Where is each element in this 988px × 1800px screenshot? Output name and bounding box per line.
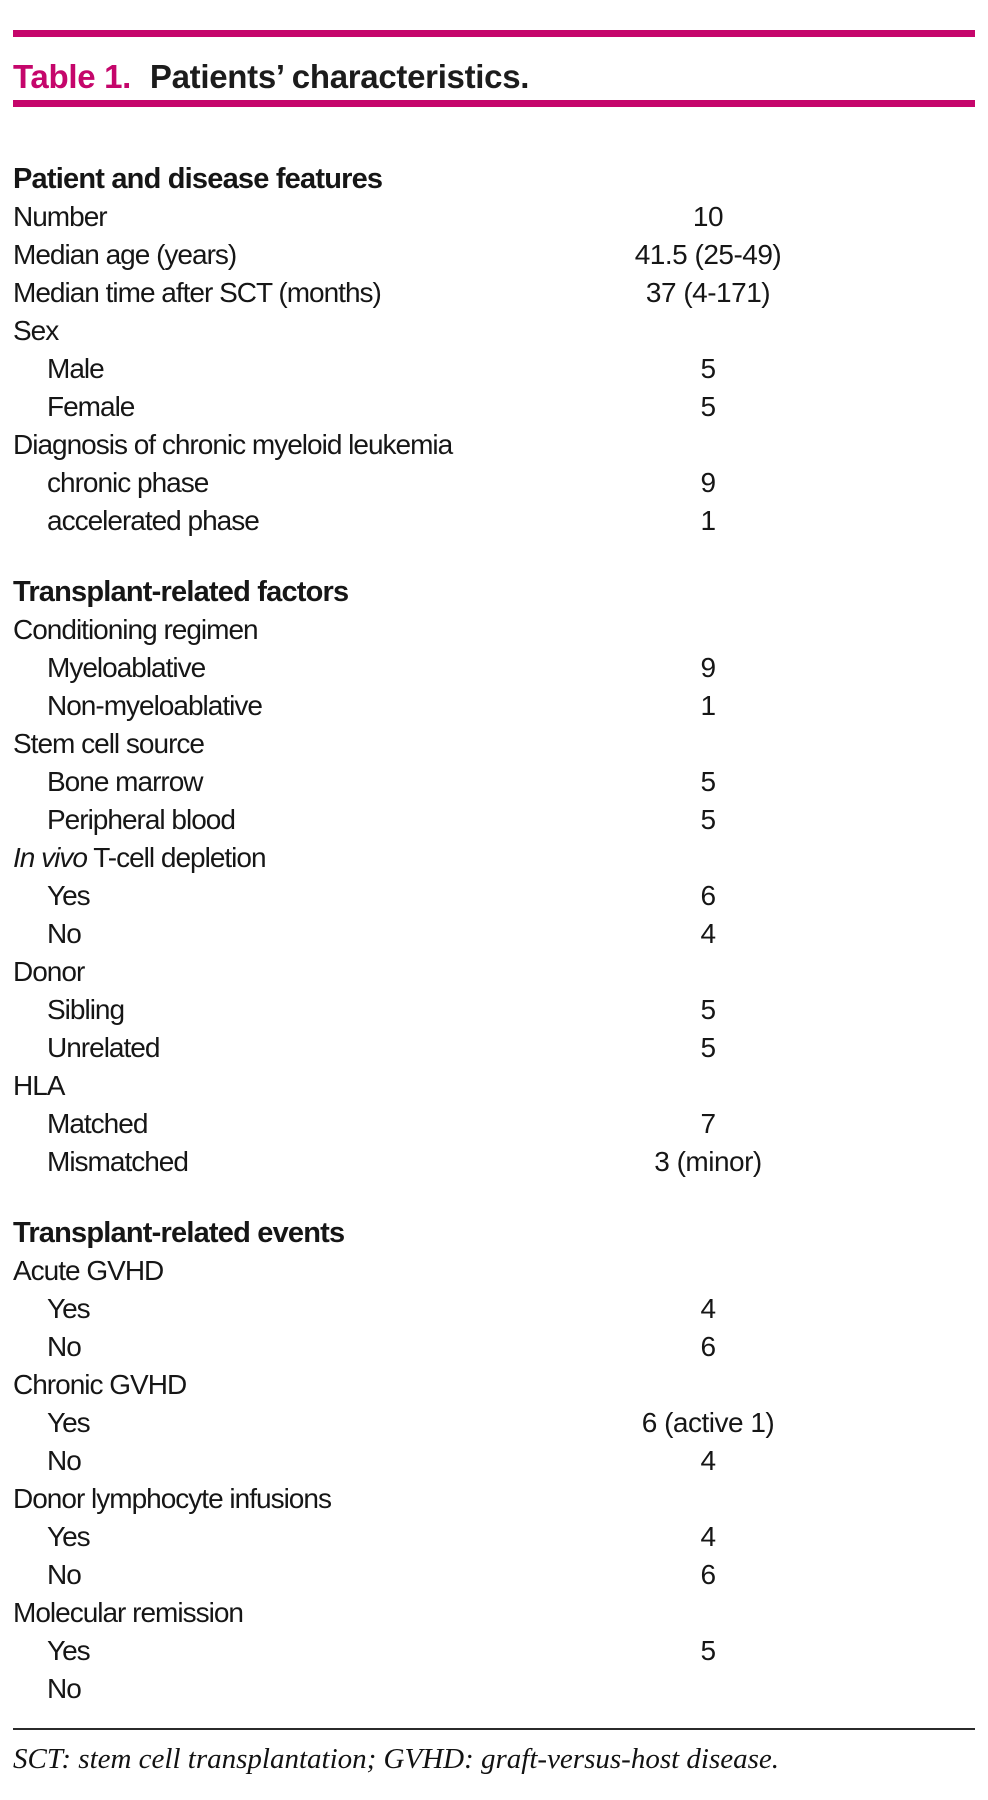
row-label: Bone marrow bbox=[47, 766, 203, 797]
row-label: No bbox=[47, 1673, 81, 1704]
row-label-part: In vivo bbox=[13, 842, 87, 873]
table-row bbox=[13, 687, 975, 725]
row-label: No bbox=[47, 1445, 81, 1476]
row-value: 4 bbox=[700, 918, 716, 949]
row-label: Male bbox=[47, 353, 104, 384]
row-label: Myeloablative bbox=[47, 652, 206, 683]
table-row bbox=[13, 502, 975, 540]
row-label: Yes bbox=[47, 1635, 90, 1666]
row-label: Diagnosis of chronic myeloid leukemia bbox=[13, 429, 453, 460]
row-value: 10 bbox=[692, 201, 724, 232]
table-row bbox=[13, 1556, 975, 1594]
table-row bbox=[13, 725, 975, 763]
row-label: No bbox=[47, 1331, 81, 1362]
row-label: No bbox=[47, 918, 81, 949]
table-row bbox=[13, 649, 975, 687]
row-label: Stem cell source bbox=[13, 728, 204, 759]
row-value: 5 bbox=[700, 1635, 716, 1666]
row-value: 6 (active 1) bbox=[641, 1407, 775, 1438]
table-row bbox=[13, 1143, 975, 1181]
row-label: Non-myeloablative bbox=[47, 690, 262, 721]
row-label: Donor bbox=[13, 956, 85, 987]
table-row bbox=[13, 1105, 975, 1143]
table-row bbox=[13, 350, 975, 388]
row-label: Yes bbox=[47, 1293, 90, 1324]
table-row bbox=[13, 426, 975, 464]
table-row bbox=[13, 312, 975, 350]
row-label: Unrelated bbox=[47, 1032, 160, 1063]
row-label: Acute GVHD bbox=[13, 1255, 164, 1286]
table-row bbox=[13, 611, 975, 649]
table-row bbox=[13, 1067, 975, 1105]
table-row bbox=[13, 991, 975, 1029]
table-title-number: Table 1. bbox=[13, 58, 132, 95]
row-label: Sex bbox=[13, 315, 59, 346]
row-label: Sibling bbox=[47, 994, 125, 1025]
row-value: 6 bbox=[700, 880, 716, 911]
table-row bbox=[13, 1480, 975, 1518]
table-row bbox=[13, 763, 975, 801]
table-section bbox=[13, 160, 975, 540]
table-row bbox=[13, 1594, 975, 1632]
row-label: accelerated phase bbox=[47, 505, 259, 536]
table-row bbox=[13, 1404, 975, 1442]
table-row bbox=[13, 839, 975, 877]
row-label: HLA bbox=[13, 1070, 65, 1101]
footnote-divider bbox=[13, 1728, 975, 1730]
table-row bbox=[13, 274, 975, 312]
table-section bbox=[13, 1214, 975, 1708]
row-value: 1 bbox=[700, 505, 716, 536]
row-value: 6 bbox=[700, 1559, 716, 1590]
table-row bbox=[13, 1029, 975, 1067]
row-label: Yes bbox=[47, 1407, 90, 1438]
row-label: Matched bbox=[47, 1108, 148, 1139]
table-row bbox=[13, 1518, 975, 1556]
top-accent-rule bbox=[13, 30, 975, 37]
row-label: Median time after SCT (months) bbox=[13, 277, 381, 308]
row-label: Molecular remission bbox=[13, 1597, 243, 1628]
row-label: Median age (years) bbox=[13, 239, 237, 270]
row-value: 4 bbox=[700, 1521, 716, 1552]
row-label: Donor lymphocyte infusions bbox=[13, 1483, 331, 1514]
table-body bbox=[13, 160, 975, 1708]
title-bottom-accent-rule bbox=[13, 100, 975, 107]
table-title bbox=[13, 54, 975, 100]
table-row bbox=[13, 877, 975, 915]
table-row bbox=[13, 801, 975, 839]
row-label: Mismatched bbox=[47, 1146, 188, 1177]
table-title-text: Patients’ characteristics. bbox=[149, 58, 530, 95]
table-row bbox=[13, 1290, 975, 1328]
table-row bbox=[13, 1366, 975, 1404]
row-value: 9 bbox=[700, 467, 716, 498]
table-row bbox=[13, 464, 975, 502]
table-content bbox=[13, 0, 975, 1778]
row-label: Female bbox=[47, 391, 135, 422]
section-header: Transplant-related factors bbox=[13, 576, 349, 608]
row-label: Yes bbox=[47, 1521, 90, 1552]
table-row bbox=[13, 236, 975, 274]
row-value: 7 bbox=[700, 1108, 716, 1139]
row-label-part: T-cell depletion bbox=[86, 842, 266, 873]
table-row bbox=[13, 198, 975, 236]
row-value: 5 bbox=[700, 391, 716, 422]
table-row bbox=[13, 1252, 975, 1290]
row-value: 5 bbox=[700, 804, 716, 835]
row-value: 4 bbox=[700, 1293, 716, 1324]
row-value: 9 bbox=[700, 652, 716, 683]
row-label: Chronic GVHD bbox=[13, 1369, 187, 1400]
row-value: 3 (minor) bbox=[654, 1146, 762, 1177]
section-header: Patient and disease features bbox=[13, 163, 383, 195]
row-label: No bbox=[47, 1559, 81, 1590]
table-row bbox=[13, 1442, 975, 1480]
row-value: 4 bbox=[700, 1445, 716, 1476]
footnote: SCT: stem cell transplantation; GVHD: graft-versus-host disease. bbox=[13, 1743, 780, 1775]
row-value: 6 bbox=[700, 1331, 716, 1362]
row-value: 37 (4-171) bbox=[645, 277, 771, 308]
table-row bbox=[13, 1632, 975, 1670]
row-value: 5 bbox=[700, 353, 716, 384]
table-section bbox=[13, 573, 975, 1181]
row-label bbox=[13, 839, 266, 877]
row-value: 1 bbox=[700, 690, 716, 721]
row-value: 5 bbox=[700, 994, 716, 1025]
table-row bbox=[13, 953, 975, 991]
section-header: Transplant-related events bbox=[13, 1217, 345, 1249]
row-label: Yes bbox=[47, 880, 90, 911]
row-value: 41.5 (25-49) bbox=[634, 239, 782, 270]
row-value: 5 bbox=[700, 766, 716, 797]
table-row bbox=[13, 1328, 975, 1366]
row-value: 5 bbox=[700, 1032, 716, 1063]
table-row bbox=[13, 388, 975, 426]
row-label: Number bbox=[13, 201, 107, 232]
table-row bbox=[13, 915, 975, 953]
table-row bbox=[13, 1670, 975, 1708]
row-label: Conditioning regimen bbox=[13, 614, 258, 645]
row-label: Peripheral blood bbox=[47, 804, 235, 835]
row-label: chronic phase bbox=[47, 467, 209, 498]
